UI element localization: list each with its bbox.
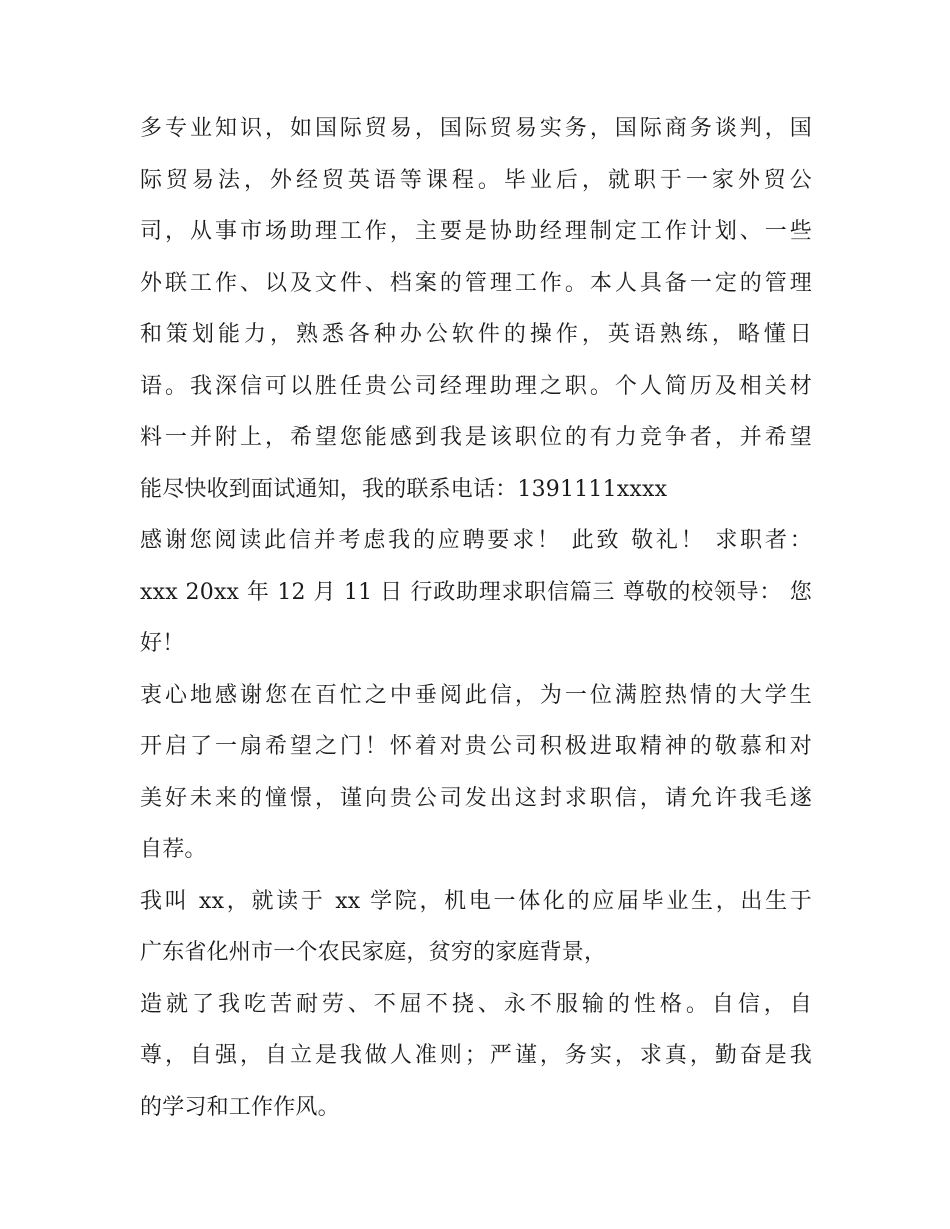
text-line: 料一并附上，希望您能感到我是该职位的有力竞争者，并希望 xyxy=(140,425,812,450)
text-line: 外联工作、以及文件、档案的管理工作。本人具备一定的管理 xyxy=(140,270,812,296)
text-line: 际贸易法，外经贸英语等课程。毕业后，就职于一家外贸公 xyxy=(140,167,812,193)
text-line: 多专业知识，如国际贸易，国际贸易实务，国际商务谈判，国 xyxy=(140,116,812,141)
text-line: 和策划能力，熟悉各种办公软件的操作，英语熟练，略懂日 xyxy=(140,322,812,347)
text-line: 美好未来的憧憬，谨向贵公司发出这封求职信，请允许我毛遂 xyxy=(140,785,812,811)
text-line: 能尽快收到面试通知，我的联系电话：1391111xxxx xyxy=(140,476,668,502)
text-line: 语。我深信可以胜任贵公司经理助理之职。个人简历及相关材 xyxy=(140,373,812,399)
text-line: 广东省化州市一个农民家庭，贫穷的家庭背景， xyxy=(140,940,607,965)
text-line: xxx 20xx 年 12 月 11 日 行政助理求职信篇三 尊敬的校领导： 您 xyxy=(140,579,812,605)
text-line: 自荐。 xyxy=(140,837,207,862)
text-line: 衷心地感谢您在百忙之中垂阅此信，为一位满腔热情的大学生 xyxy=(140,682,812,708)
text-line: 我叫 xx，就读于 xx 学院，机电一体化的应届毕业生，出生于 xyxy=(140,888,812,914)
text-line: 司，从事市场助理工作，主要是协助经理制定工作计划、一些 xyxy=(140,219,812,244)
text-line: 开启了一扇希望之门！怀着对贵公司积极进取精神的敬慕和对 xyxy=(140,734,812,759)
text-line: 感谢您阅读此信并考虑我的应聘要求！ 此致 敬礼！ 求职者： xyxy=(140,528,812,553)
text-line: 的学习和工作作风。 xyxy=(140,1094,340,1120)
text-line: 造就了我吃苦耐劳、不屈不挠、永不服输的性格。自信，自 xyxy=(140,991,812,1017)
text-line: 好！ xyxy=(140,631,185,656)
text-line: 尊，自强，自立是我做人准则；严谨，务实，求真，勤奋是我 xyxy=(140,1043,812,1068)
letter-body xyxy=(140,103,812,1133)
